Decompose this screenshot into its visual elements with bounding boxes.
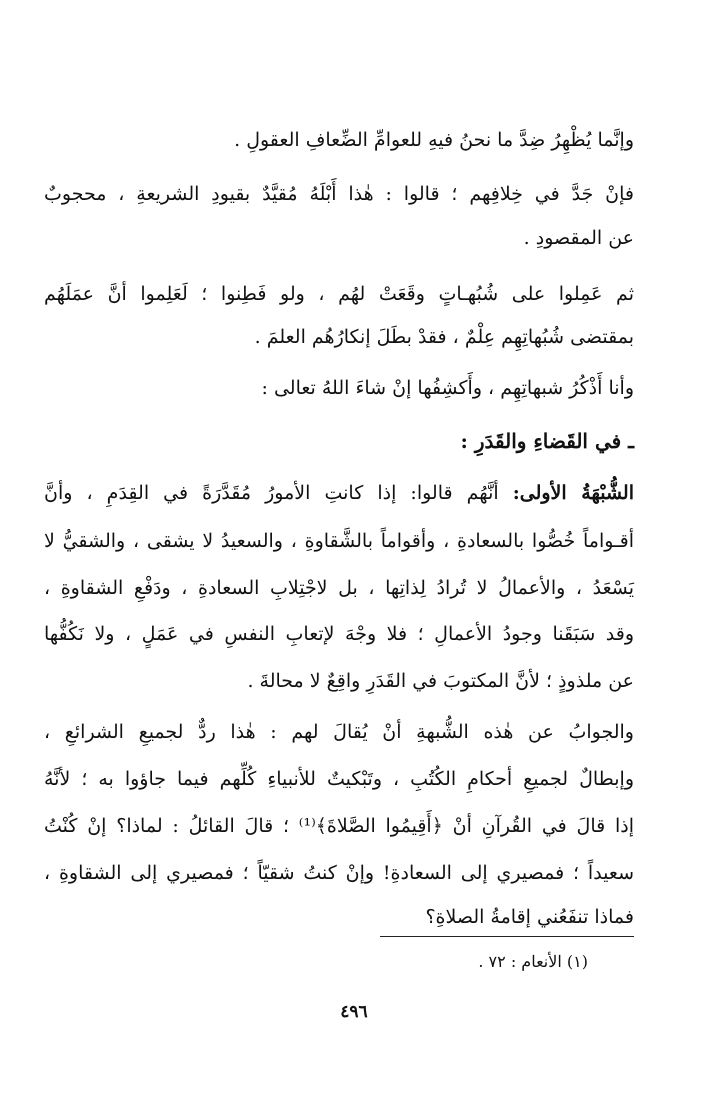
- paragraph-6-line-5: فماذا تنفَعُني إقامةُ الصلاةِ؟: [425, 906, 634, 928]
- paragraph-6-line-2: وإبطالٌ لجميعِ أحكامِ الكُتُبِ ، وتَبْكيتٌ للأنبياءِ كُلِّهم فيما جاؤوا به ؛ لأنَّهُ: [44, 768, 634, 790]
- paragraph-6-line-4: سعيداً ؛ فمصيري إلى السعادةِ! وإنْ كنتُ شقيّاً ؛ فمصيري إلى الشقاوةِ ،: [44, 862, 634, 884]
- section-heading: ـ في القَضاءِ والقَدَرِ :: [460, 429, 634, 453]
- paragraph-5-line-1: [44, 479, 634, 507]
- paragraph-3-line-1: ثم عَمِلوا على شُبُهـاتٍ وقَعَتْ لهُم ، ولو فَطِنوا ؛ لَعَلِموا أنَّ عمَلَهُم: [44, 283, 634, 305]
- paragraph-5-line-1-rest: أنَّهُم قالوا: إذا كانتِ الأمورُ مُقَدَّرَةً في القِدَمِ ، وأنَّ: [44, 482, 513, 504]
- paragraph-6-line-3: إذا قالَ في القُرآنِ أنْ ﴿أَقِيمُوا الصَّلاةَ﴾⁽¹⁾ ؛ قالَ القائلُ : لماذا؟ إنْ كُنْتُ: [44, 815, 634, 837]
- paragraph-5-line-5: عن ملذوذٍ ؛ لأنَّ المكتوبَ في القَدَرِ واقِعٌ لا محالةَ .: [247, 670, 634, 692]
- paragraph-1-line-1: وإنَّما يُظْهِرُ ضِدَّ ما نحنُ فيهِ للعوامِّ الضِّعافِ العقولِ .: [234, 129, 634, 151]
- paragraph-3-line-2: بمقتضى شُبُهاتِهِم عِلْمٌ ، فقدْ بطَلَ إنكارُهُم العلمَ .: [254, 326, 634, 348]
- first-doubt-label: الشُّبْهَةُ الأولى:: [512, 482, 634, 504]
- paragraph-6-line-1: والجوابُ عن هٰذه الشُّبهةِ أنْ يُقالَ لهم : هٰذا ردٌّ لجميعِ الشرائعِ ،: [44, 721, 634, 743]
- footnote-separator: [380, 936, 634, 937]
- paragraph-5-line-3: يَسْعَدُ ، والأعمالُ لا تُرادُ لِذاتِها ، بل لاجْتِلابِ السعادةِ ، ودَفْعِ الشقاوةِ ،: [44, 577, 634, 599]
- paragraph-4-line-1: وأنا أَذْكُرُ شبهاتِهِم ، وأَكشِفُها إنْ شاءَ اللهُ تعالى :: [261, 377, 634, 399]
- page-number: ٤٩٦: [340, 1002, 368, 1022]
- footnote: (١) الأنعام : ٧٢ .: [478, 952, 588, 971]
- paragraph-2-line-1: فإنْ جَدَّ في خِلافِهم ؛ قالوا : هٰذا أَبْلَهُ مُقيَّدٌ بقيودِ الشريعةِ ، محجوبٌ: [44, 183, 634, 205]
- paragraph-2-line-2: عن المقصودِ .: [523, 227, 634, 249]
- paragraph-5-line-4: وقد سَبَقَنا وجودُ الأعمالِ ؛ فلا وجْهَ لإتعابِ النفسِ في عَمَلٍ ، ولا نَكُفُّها: [44, 623, 634, 645]
- paragraph-5-line-2: أقـواماً خُصُّوا بالسعادةِ ، وأقواماً بالشَّقاوةِ ، والسعيدُ لا يشقى ، والشقيُّ لا: [44, 530, 634, 552]
